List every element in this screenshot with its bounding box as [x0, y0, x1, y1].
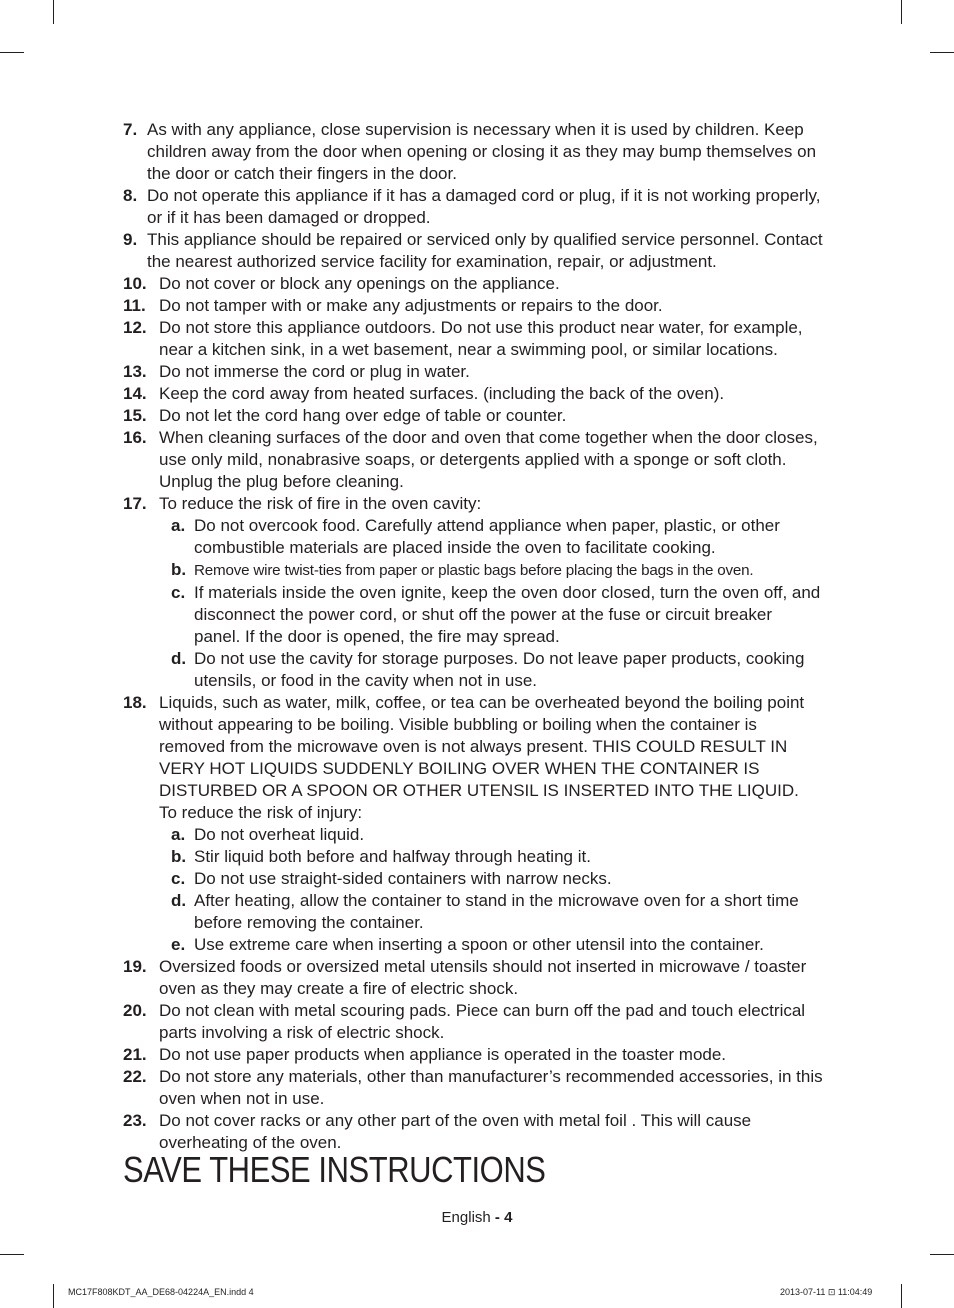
sub-item-letter: c.	[171, 583, 186, 602]
item-text: Do not cover racks or any other part of the oven with metal foil . This will cause overheating of the oven.	[159, 1111, 752, 1152]
sub-item	[123, 868, 823, 890]
item-text: Do not store any materials, other than manufacturer’s recommended accessories, in this oven when not in use.	[159, 1067, 823, 1108]
item-number: 12.	[123, 318, 147, 337]
list-item	[123, 1000, 823, 1044]
crop-mark	[901, 1284, 902, 1308]
list-item	[123, 383, 823, 405]
sub-item	[123, 559, 823, 582]
list-item	[123, 493, 823, 515]
sub-item-letter: d.	[171, 891, 187, 910]
item-text: To reduce the risk of fire in the oven cavity:	[159, 494, 482, 513]
sub-item	[123, 890, 823, 934]
sub-item-text: Do not use straight-sided containers with narrow necks.	[194, 869, 612, 888]
crop-mark	[0, 1254, 24, 1255]
safety-instructions-list	[123, 119, 823, 1154]
print-slug-date: 2013-07-11 ⊡ 11:04:49	[780, 1287, 873, 1297]
crop-mark	[0, 52, 24, 53]
list-item	[123, 361, 823, 383]
sub-item	[123, 824, 823, 846]
sub-item-letter: d.	[171, 649, 187, 668]
item-number: 11.	[123, 296, 146, 315]
item-number: 18.	[123, 693, 147, 712]
page-title: SAVE THESE INSTRUCTIONS	[123, 1149, 546, 1190]
item-text: Do not use paper products when appliance is operated in the toaster mode.	[159, 1045, 727, 1064]
item-number: 23.	[123, 1111, 147, 1130]
sub-item-text: Do not overcook food. Carefully attend appliance when paper, plastic, or other combustible materials are placed inside the oven to facilitate cooking.	[194, 516, 780, 557]
sub-item-text: Do not use the cavity for storage purposes. Do not leave paper products, cooking utensils, or food in the cavity when not in use.	[194, 649, 805, 690]
list-item	[123, 427, 823, 493]
sub-item-text: Stir liquid both before and halfway through heating it.	[194, 847, 591, 866]
item-number: 8.	[123, 186, 138, 205]
item-number: 22.	[123, 1067, 147, 1086]
item-text: Do not clean with metal scouring pads. Piece can burn off the pad and touch electrical parts involving a risk of electric shock.	[159, 1001, 806, 1042]
sub-item-text: Use extreme care when inserting a spoon or other utensil into the container.	[194, 935, 764, 954]
item-number: 17.	[123, 494, 147, 513]
list-item	[123, 119, 823, 185]
sub-item-letter: a.	[171, 516, 186, 535]
list-item	[123, 405, 823, 427]
footer-separator: -	[490, 1209, 505, 1226]
list-item	[123, 317, 823, 361]
item-text: This appliance should be repaired or serviced only by qualified service personnel. Contact the nearest authorized service facility for examination, repair, or adjustment.	[147, 230, 823, 271]
list-item	[123, 229, 823, 273]
item-text: Do not tamper with or make any adjustments or repairs to the door.	[159, 296, 663, 315]
list-item	[123, 273, 823, 295]
item-text: Keep the cord away from heated surfaces. (including the back of the oven).	[159, 384, 725, 403]
crop-mark	[930, 52, 954, 53]
list-item	[123, 956, 823, 1000]
crop-mark	[901, 0, 902, 24]
item-number: 13.	[123, 362, 147, 381]
sub-item	[123, 515, 823, 559]
crop-mark	[53, 1284, 54, 1308]
page-number: 4	[504, 1209, 513, 1226]
item-number: 15.	[123, 406, 147, 425]
item-text: Do not immerse the cord or plug in water.	[159, 362, 470, 381]
sub-item-letter: b.	[171, 847, 187, 866]
item-number: 10.	[123, 274, 147, 293]
sub-item-letter: a.	[171, 825, 186, 844]
sub-item-text: Remove wire twist-ties from paper or plastic bags before placing the bags in the oven.	[194, 562, 754, 579]
item-number: 14.	[123, 384, 147, 403]
item-text: As with any appliance, close supervision is necessary when it is used by children. Keep children away from the door when opening or closing it as they may bump themselves on the door or catch their fingers in the door.	[147, 120, 817, 183]
sub-item-letter: c.	[171, 869, 186, 888]
print-slug-file: MC17F808KDT_AA_DE68-04224A_EN.indd 4	[68, 1287, 254, 1297]
page-footer	[0, 1208, 954, 1228]
item-number: 9.	[123, 230, 138, 249]
item-text: Oversized foods or oversized metal utensils should not inserted in microwave / toaster oven as they may create a fire of electric shock.	[159, 957, 807, 998]
sub-item-text: If materials inside the oven ignite, keep the oven door closed, turn the oven off, and disconnect the power cord, or shut off the power at the fuse or circuit breaker panel. If the door is opened, the fire may spread.	[194, 583, 821, 646]
item-text: When cleaning surfaces of the door and oven that come together when the door closes, use only mild, nonabrasive soaps, or detergents applied with a sponge or soft cloth. Unplug the plug before cleaning.	[159, 428, 818, 491]
sub-item	[123, 846, 823, 868]
sub-item-text: Do not overheat liquid.	[194, 825, 365, 844]
item-text: Do not operate this appliance if it has a damaged cord or plug, if it is not working properly, or if it has been damaged or dropped.	[147, 186, 821, 227]
item-number: 16.	[123, 428, 147, 447]
crop-mark	[53, 0, 54, 24]
crop-mark	[930, 1254, 954, 1255]
item-number: 21.	[123, 1045, 147, 1064]
sub-item-letter: e.	[171, 935, 186, 954]
list-item	[123, 185, 823, 229]
sub-item	[123, 648, 823, 692]
sub-item	[123, 934, 823, 956]
item-intro-text: To reduce the risk of injury:	[159, 803, 363, 822]
list-item	[123, 1044, 823, 1066]
item-text: Do not store this appliance outdoors. Do not use this product near water, for example, near a kitchen sink, in a wet basement, near a swimming pool, or similar locations.	[159, 318, 803, 359]
footer-language: English	[441, 1209, 491, 1226]
item-text: Do not let the cord hang over edge of table or counter.	[159, 406, 567, 425]
list-item	[123, 1066, 823, 1110]
sub-item	[123, 582, 823, 648]
list-item	[123, 295, 823, 317]
item-text: Liquids, such as water, milk, coffee, or tea can be overheated beyond the boiling point without appearing to be boiling. Visible bubbling or boiling when the container is removed from the microwave oven is not always present. THIS COULD RESULT IN VERY HOT LIQUIDS SUDDENLY BOILING OVER WHEN THE CONTAINER IS DISTURBED OR A SPOON OR OTHER UTENSIL IS INSERTED INTO THE LIQUID.	[159, 693, 805, 800]
item-number: 7.	[123, 120, 138, 139]
sub-item-letter: b.	[171, 560, 187, 579]
item-number: 20.	[123, 1001, 147, 1020]
list-item	[123, 692, 823, 802]
sub-item-text: After heating, allow the container to stand in the microwave oven for a short time before removing the container.	[194, 891, 799, 932]
item-number: 19.	[123, 957, 147, 976]
item-text: Do not cover or block any openings on the appliance.	[159, 274, 560, 293]
